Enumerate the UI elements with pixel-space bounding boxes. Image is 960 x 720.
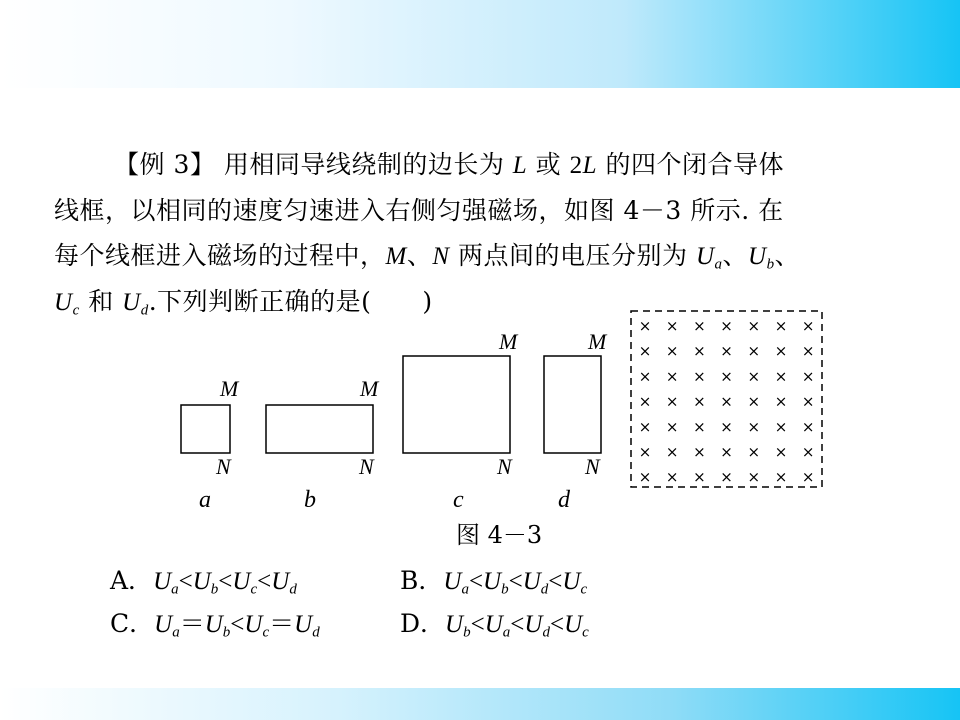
frame-c-name: c xyxy=(453,487,464,513)
figure-caption: 图 4－3 xyxy=(456,521,543,549)
field-cross-mark: × xyxy=(665,367,679,386)
voltage-U: U xyxy=(54,289,73,316)
frame-c-M-label: M xyxy=(499,329,518,354)
option-a[interactable] xyxy=(110,560,400,603)
voltage-U: U xyxy=(232,568,251,595)
question-segment: 和 xyxy=(88,287,114,316)
voltage-U: U xyxy=(748,243,767,270)
question-line-2 xyxy=(54,188,900,233)
voltage-U: U xyxy=(524,611,543,638)
question-segment: 线框，以相同的速度匀速进入右侧匀强磁场，如图 4－3 所示. 在 xyxy=(54,196,784,225)
option-d[interactable] xyxy=(400,603,589,646)
answer-options xyxy=(110,560,589,646)
field-cross-mark: × xyxy=(638,392,652,411)
frame-d xyxy=(544,356,601,453)
field-cross-mark: × xyxy=(693,392,706,411)
subscript: a xyxy=(461,581,469,598)
field-cross-mark: × xyxy=(638,443,652,461)
footer-gradient-band xyxy=(0,688,960,720)
relation: < xyxy=(470,611,485,638)
example-label: 【例 3】 xyxy=(114,150,216,179)
frame-a xyxy=(181,405,230,453)
field-cross-mark: × xyxy=(693,468,706,487)
relation: < xyxy=(549,611,565,638)
field-cross-mark: × xyxy=(720,468,733,487)
field-cross-mark: × xyxy=(774,317,788,335)
field-cross-mark: × xyxy=(774,367,788,386)
separator: 、 xyxy=(774,241,801,270)
question-line-1 xyxy=(54,142,900,188)
relation: < xyxy=(257,568,272,595)
frame-b-M-label: M xyxy=(360,376,379,401)
question-segment: .下列判断正确的是( ) xyxy=(148,287,433,316)
point-M: M xyxy=(385,243,407,270)
frame-b-N-label: N xyxy=(359,454,374,479)
field-cross-mark: × xyxy=(665,417,679,436)
field-cross-mark: × xyxy=(801,342,815,361)
frame-a-M-label: M xyxy=(220,376,239,401)
separator: 、 xyxy=(722,241,749,270)
relation: < xyxy=(230,611,245,638)
field-cross-mark: × xyxy=(665,443,679,461)
relation: ＝ xyxy=(269,611,295,638)
question-segment: 用相同导线绕制的边长为 xyxy=(223,150,505,179)
subscript: b xyxy=(501,581,509,598)
subscript: a xyxy=(171,581,179,598)
relation: < xyxy=(508,568,523,595)
field-cross-mark: × xyxy=(801,443,815,461)
number-2: 2 xyxy=(569,152,583,179)
frame-a-N-label: N xyxy=(216,454,231,479)
voltage-U: U xyxy=(153,568,172,595)
field-cross-mark: × xyxy=(774,342,788,361)
field-cross-mark: × xyxy=(665,468,679,487)
subscript: a xyxy=(502,624,511,641)
frame-b-name: b xyxy=(304,487,316,513)
question-segment: 的四个闭合导体 xyxy=(605,150,784,179)
subscript: c xyxy=(582,624,589,641)
header-gradient-band xyxy=(0,0,960,88)
relation: < xyxy=(548,568,563,595)
voltage-U: U xyxy=(483,568,502,595)
question-line-3 xyxy=(54,233,900,279)
field-cross-mark: × xyxy=(693,443,706,461)
subscript: c xyxy=(580,581,588,598)
voltage-U: U xyxy=(564,611,583,638)
relation: < xyxy=(468,568,484,595)
subscript: d xyxy=(312,624,320,641)
subscript: b xyxy=(210,581,219,598)
question-segment: 两点间的电压分别为 xyxy=(458,241,688,270)
field-cross-mark: × xyxy=(720,392,733,411)
field-cross-mark: × xyxy=(638,367,652,386)
subscript: b xyxy=(463,624,471,641)
voltage-U: U xyxy=(271,568,290,595)
voltage-U: U xyxy=(244,611,263,638)
field-cross-mark: × xyxy=(747,392,761,411)
subscript-a: a xyxy=(714,256,723,273)
option-b[interactable] xyxy=(400,560,587,603)
field-cross-mark: × xyxy=(801,367,815,386)
relation: ＝ xyxy=(179,611,205,638)
voltage-U: U xyxy=(192,568,211,595)
relation: < xyxy=(178,568,193,595)
voltage-U: U xyxy=(294,611,313,638)
question-text xyxy=(54,142,900,325)
voltage-U: U xyxy=(484,611,503,638)
voltage-U: U xyxy=(562,568,581,595)
field-cross-mark: × xyxy=(665,342,679,361)
field-cross-marks xyxy=(639,317,815,486)
field-cross-mark: × xyxy=(801,417,815,436)
point-N: N xyxy=(432,243,450,270)
voltage-U: U xyxy=(204,611,223,638)
frame-d-M-label: M xyxy=(588,329,607,354)
field-cross-mark: × xyxy=(693,367,706,386)
field-cross-mark: × xyxy=(720,417,733,436)
option-letter: C． xyxy=(110,609,155,638)
field-cross-mark: × xyxy=(801,317,815,335)
field-cross-mark: × xyxy=(638,342,652,361)
voltage-U: U xyxy=(695,243,715,270)
subscript-d: d xyxy=(140,302,149,319)
field-cross-mark: × xyxy=(747,367,761,386)
option-letter: A． xyxy=(110,566,154,595)
options-row-2 xyxy=(110,603,589,646)
field-cross-mark: × xyxy=(774,392,788,411)
field-cross-mark: × xyxy=(801,468,815,487)
option-c[interactable] xyxy=(110,603,400,646)
frame-c xyxy=(403,356,510,453)
field-cross-mark: × xyxy=(665,392,679,411)
field-cross-mark: × xyxy=(665,317,679,335)
field-cross-mark: × xyxy=(747,443,761,461)
subscript-b: b xyxy=(766,256,775,273)
field-cross-mark: × xyxy=(693,317,706,335)
variable-L: L xyxy=(582,152,598,179)
frame-a-name: a xyxy=(199,487,211,513)
field-cross-mark: × xyxy=(720,367,733,386)
subscript: d xyxy=(542,624,550,641)
field-cross-mark: × xyxy=(747,417,761,436)
option-letter: D． xyxy=(400,609,446,638)
question-segment: 每个线框进入磁场的过程中， xyxy=(54,241,386,270)
voltage-U: U xyxy=(522,568,541,595)
frame-d-name: d xyxy=(558,487,570,513)
field-cross-mark: × xyxy=(720,342,733,361)
variable-L: L xyxy=(512,152,528,179)
frame-b xyxy=(266,405,373,453)
separator: 、 xyxy=(406,241,433,270)
subscript: c xyxy=(250,581,258,598)
field-cross-mark: × xyxy=(774,468,788,487)
field-cross-mark: × xyxy=(801,392,815,411)
question-segment: 或 xyxy=(535,150,562,179)
field-cross-mark: × xyxy=(693,342,706,361)
voltage-U: U xyxy=(154,611,173,638)
options-row-1 xyxy=(110,560,589,603)
field-cross-mark: × xyxy=(747,342,761,361)
option-letter: B． xyxy=(400,566,444,595)
subscript: b xyxy=(222,624,231,641)
voltage-U: U xyxy=(445,611,464,638)
field-cross-mark: × xyxy=(693,417,706,436)
voltage-U: U xyxy=(443,568,462,595)
frame-d-N-label: N xyxy=(585,454,600,479)
subscript: d xyxy=(540,581,549,598)
field-cross-mark: × xyxy=(720,443,733,461)
subscript: d xyxy=(289,581,297,598)
field-cross-mark: × xyxy=(638,317,652,335)
subscript: a xyxy=(172,624,180,641)
subscript-c: c xyxy=(72,302,80,319)
magnetic-field-region xyxy=(631,311,822,487)
field-cross-mark: × xyxy=(720,317,733,335)
relation: < xyxy=(218,568,233,595)
field-cross-mark: × xyxy=(747,317,761,335)
frame-c-N-label: N xyxy=(497,454,512,479)
field-cross-mark: × xyxy=(774,417,788,436)
field-cross-mark: × xyxy=(638,468,652,487)
field-cross-mark: × xyxy=(774,443,788,461)
question-line-4 xyxy=(54,279,900,325)
relation: < xyxy=(510,611,525,638)
field-cross-mark: × xyxy=(638,417,652,436)
subscript: c xyxy=(262,624,270,641)
voltage-U: U xyxy=(122,289,141,316)
field-cross-mark: × xyxy=(747,468,761,487)
